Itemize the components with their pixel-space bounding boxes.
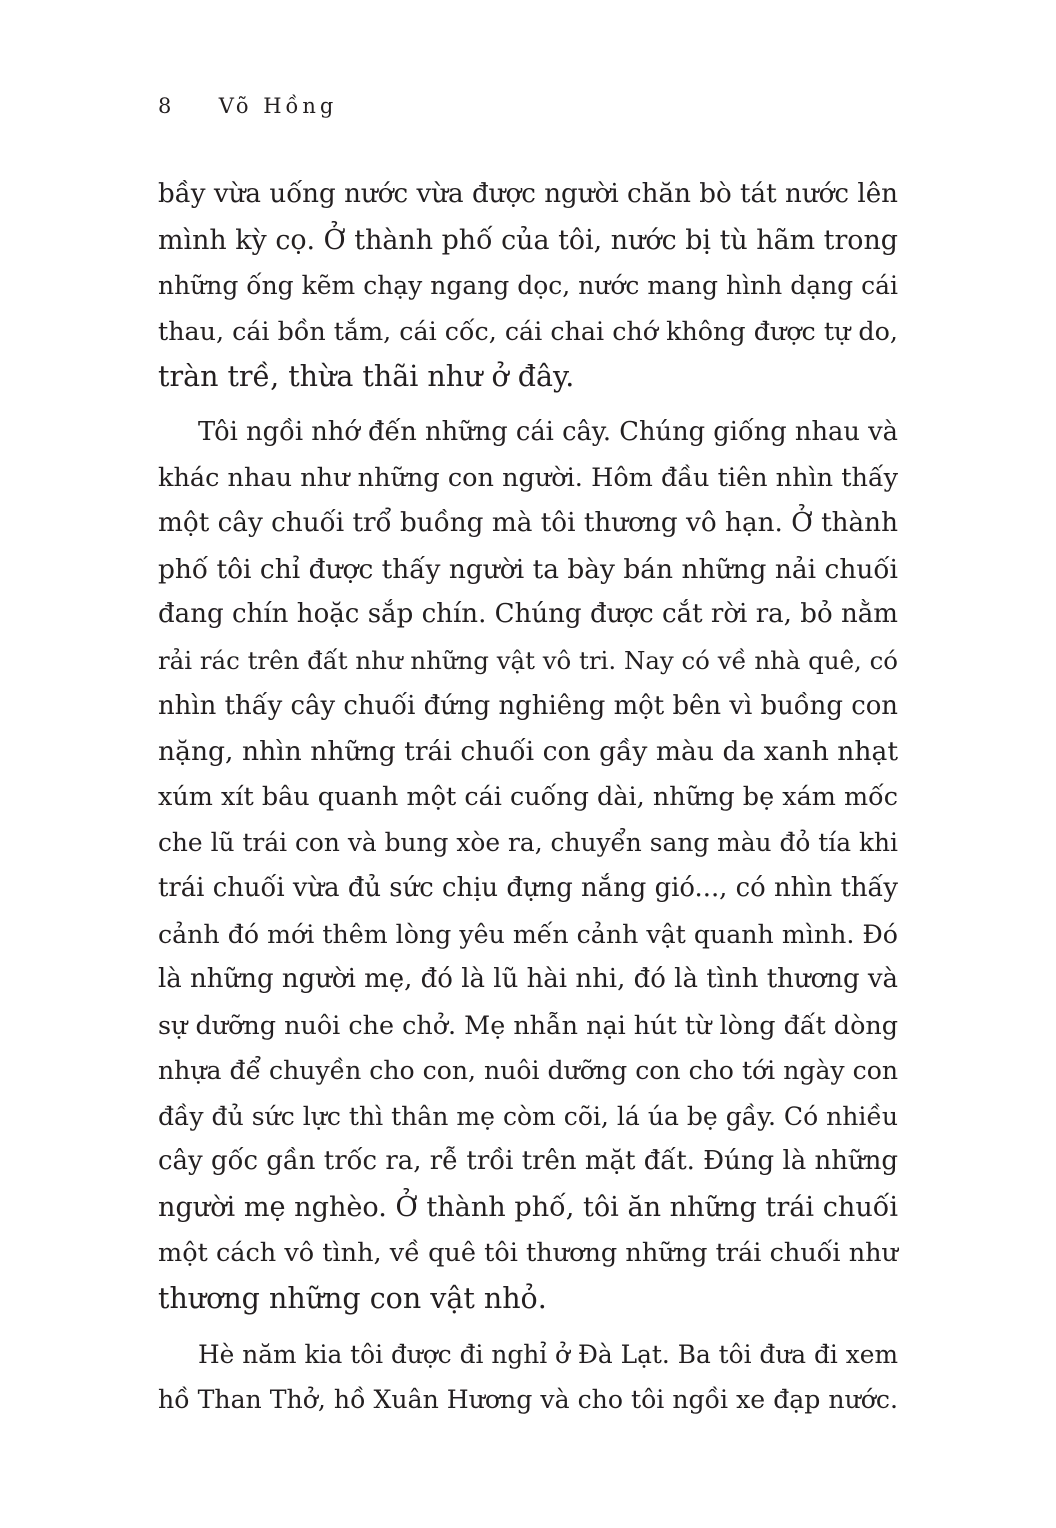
text-line: tràn trề, thừa thãi như ở đây. (158, 360, 575, 394)
text-line: hồ Than Thở, hồ Xuân Hương và cho tôi ngồi xe đạp nước. (158, 1385, 898, 1415)
text-line: bầy vừa uống nước vừa được người chăn bò tát nước lên (158, 179, 898, 209)
running-header (158, 94, 337, 118)
text-line: xúm xít bâu quanh một cái cuống dài, những bẹ xám mốc (158, 781, 898, 812)
text-line: những ống kẽm chạy ngang dọc, nước mang hình dạng cái (158, 271, 898, 301)
running-header-author: Võ Hồng (218, 94, 338, 118)
text-line: người mẹ nghèo. Ở thành phố, tôi ăn những trái chuối (158, 1192, 898, 1224)
text-line: sự dưỡng nuôi che chở. Mẹ nhẫn nại hút từ lòng đất dòng (158, 1009, 898, 1040)
text-line: đang chín hoặc sắp chín. Chúng được cắt rời ra, bỏ nằm (158, 599, 898, 630)
text-line: nhìn thấy cây chuối đứng nghiêng một bên vì buồng con (158, 690, 898, 721)
text-line: rải rác trên đất như những vật vô tri. Nay có về nhà quê, có (158, 645, 898, 675)
text-line: khác nhau như những con người. Hôm đầu tiên nhìn thấy (158, 462, 898, 493)
text-line: một cách vô tình, về quê tôi thương những trái chuối như (158, 1237, 898, 1268)
text-line: che lũ trái con và bung xòe ra, chuyển sang màu đỏ tía khi (158, 828, 898, 858)
text-line: đầy đủ sức lực thì thân mẹ còm cõi, lá úa bẹ gầy. Có nhiều (158, 1101, 898, 1131)
text-line: cây gốc gần trốc ra, rễ trồi trên mặt đất. Đúng là những (158, 1146, 898, 1177)
text-line: một cây chuối trổ buồng mà tôi thương vô hạn. Ở thành (158, 508, 898, 539)
text-line: phố tôi chỉ được thấy người ta bày bán những nải chuối (158, 553, 898, 585)
paragraph-2 (158, 410, 898, 1322)
text-line: Hè năm kia tôi được đi nghỉ ở Đà Lạt. Ba tôi đưa đi xem (198, 1339, 898, 1369)
text-line: cảnh đó mới thêm lòng yêu mến cảnh vật quanh mình. Đó (158, 919, 898, 949)
paragraph-3 (158, 1332, 898, 1423)
text-line: thau, cái bồn tắm, cái cốc, cái chai chớ không được tự do, (158, 315, 898, 346)
body-text (158, 172, 898, 1433)
page-number: 8 (158, 94, 176, 118)
text-line: thương những con vật nhỏ. (158, 1282, 547, 1316)
text-line: nặng, nhìn những trái chuối con gầy màu da xanh nhạt (158, 736, 898, 768)
text-line: trái chuối vừa đủ sức chịu đựng nắng gió..., có nhìn thấy (158, 872, 898, 903)
text-line: Tôi ngồi nhớ đến những cái cây. Chúng giống nhau và (198, 416, 898, 447)
text-line: mình kỳ cọ. Ở thành phố của tôi, nước bị tù hãm trong (158, 224, 898, 256)
text-line: là những người mẹ, đó là lũ hài nhi, đó là tình thương và (158, 964, 898, 995)
paragraph-1 (158, 172, 898, 400)
text-line: nhựa để chuyền cho con, nuôi dưỡng con cho tới ngày con (158, 1056, 898, 1086)
